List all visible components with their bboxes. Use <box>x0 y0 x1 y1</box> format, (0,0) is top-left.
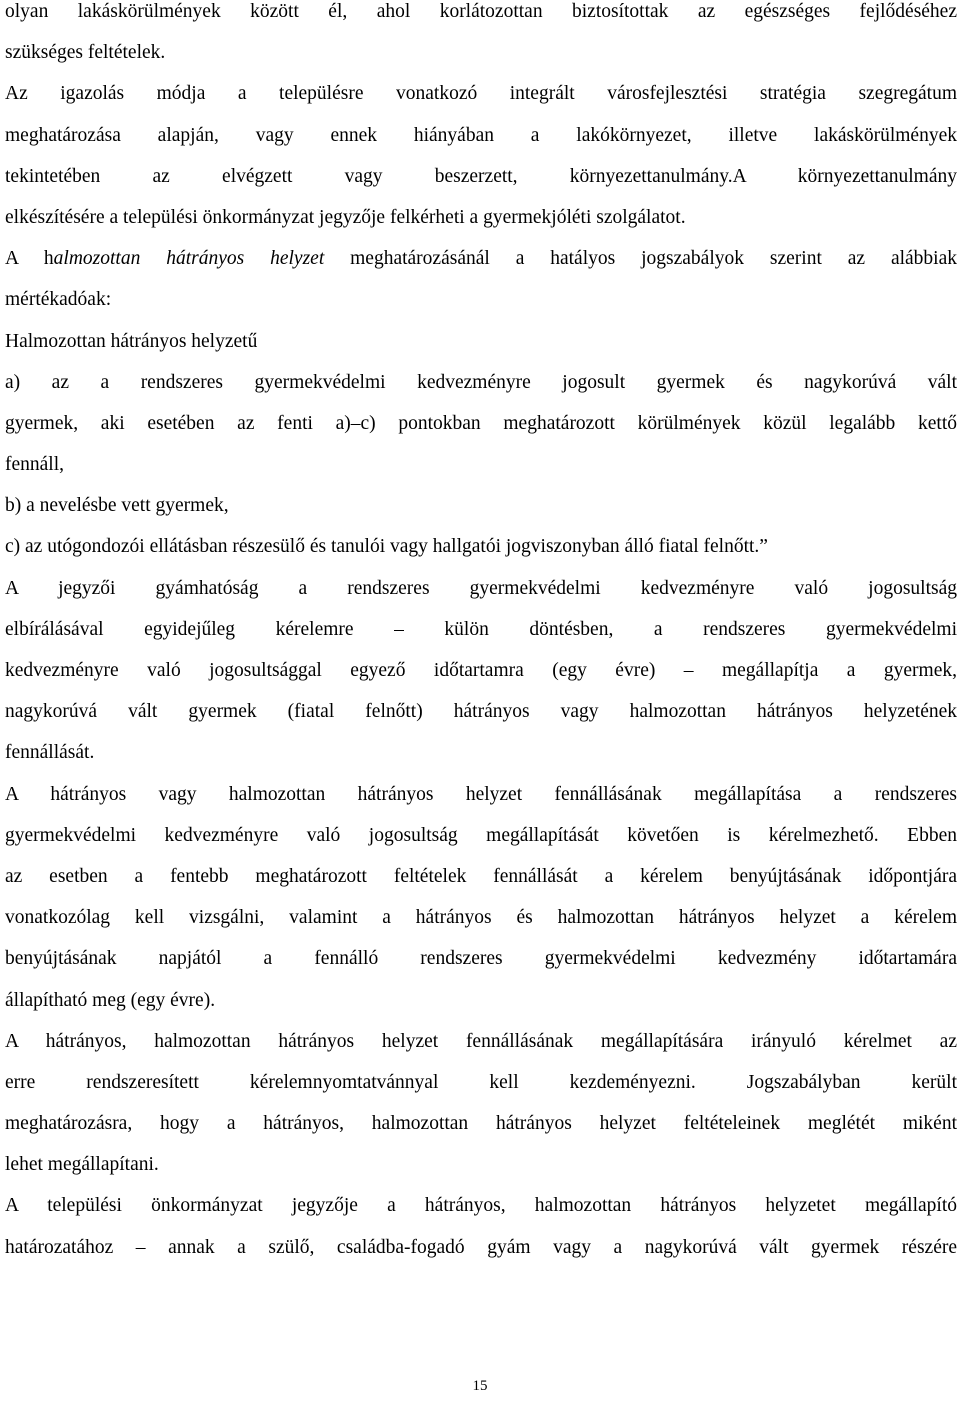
text-line: fennáll, <box>5 454 65 476</box>
text-line: nagykorúvá vált gyermek (fiatal felnőtt) hátrányos vagy halmozottan hátrányos helyzetének <box>5 701 957 723</box>
page-number: 15 <box>472 1378 488 1394</box>
text-line: mértékadóak: <box>5 289 112 311</box>
italic-term: almozottan hátrányos helyzet <box>53 248 325 270</box>
text-line: A jegyzői gyámhatóság a rendszeres gyermekvédelmi kedvezményre való jogosultság <box>5 577 957 599</box>
text-line: gyermekvédelmi kedvezményre való jogosultság megállapítását követően is kérelmezhető. Ebben <box>5 824 957 846</box>
text-line-with-italic <box>5 238 957 279</box>
text-line: tekintetében az elvégzett vagy beszerzett, környezettanulmány.A környezettanulmány <box>5 165 957 187</box>
text-line: olyan lakáskörülmények között él, ahol korlátozottan biztosítottak az egészséges fejlődéséhez <box>5 1 957 22</box>
text-span: meghatározásánál a hatályos jogszabályok szerint az alábbiak <box>324 248 957 270</box>
text-line: a) az a rendszeres gyermekvédelmi kedvezményre jogosult gyermek és nagykorúvá vált <box>5 371 957 393</box>
text-line: gyermek, aki esetében az fenti a)–c) pontokban meghatározott körülmények közül legalább kettő <box>5 412 957 434</box>
text-line: meghatározásra, hogy a hátrányos, halmozottan hátrányos helyzet feltételeinek meglétét miként <box>5 1113 957 1135</box>
text-line: fennállását. <box>5 742 95 764</box>
text-line: határozatához – annak a szülő, családba-fogadó gyám vagy a nagykorúvá vált gyermek részére <box>5 1236 957 1258</box>
text-line: c) az utógondozói ellátásban részesülő és tanulói vagy hallgatói jogviszonyban álló fiatal felnőtt.” <box>5 536 768 558</box>
text-line: Halmozottan hátrányos helyzetű <box>5 330 258 352</box>
text-line: A hátrányos, halmozottan hátrányos helyzet fennállásának megállapítására irányuló kérelmet az <box>5 1030 957 1052</box>
text-line: elkészítésére a települési önkormányzat jegyzője felkérheti a gyermekjóléti szolgálatot. <box>5 206 686 228</box>
text-line: erre rendszeresített kérelemnyomtatvánnyal kell kezdeményezni. Jogszabályban került <box>5 1071 957 1093</box>
text-line: A hátrányos vagy halmozottan hátrányos helyzet fennállásának megállapítása a rendszeres <box>5 783 957 805</box>
text-line: kedvezményre való jogosultsággal egyező időtartamra (egy évre) – megállapítja a gyermek, <box>5 660 957 681</box>
text-line: szükséges feltételek. <box>5 42 166 64</box>
text-line: A települési önkormányzat jegyzője a hátrányos, halmozottan hátrányos helyzetet megállapító <box>5 1195 957 1217</box>
text-line: b) a nevelésbe vett gyermek, <box>5 495 229 517</box>
text-span: A h <box>5 248 54 270</box>
text-line: elbírálásával egyidejűleg kérelemre – külön döntésben, a rendszeres gyermekvédelmi <box>5 618 957 640</box>
text-line: lehet megállapítani. <box>5 1154 159 1176</box>
text-line: vonatkozólag kell vizsgálni, valamint a hátrányos és halmozottan hátrányos helyzet a kérelem <box>5 907 957 929</box>
document-page <box>5 0 957 1268</box>
text-line: benyújtásának napjától a fennálló rendszeres gyermekvédelmi kedvezmény időtartamára <box>5 948 957 970</box>
text-line: Az igazolás módja a településre vonatkozó integrált városfejlesztési stratégia szegregátum <box>5 83 957 105</box>
text-line: állapítható meg (egy évre). <box>5 989 216 1011</box>
text-line: meghatározása alapján, vagy ennek hiányában a lakókörnyezet, illetve lakáskörülmények <box>5 124 957 146</box>
text-line: az esetben a fentebb meghatározott feltételek fennállását a kérelem benyújtásának időpontjára <box>5 865 957 887</box>
